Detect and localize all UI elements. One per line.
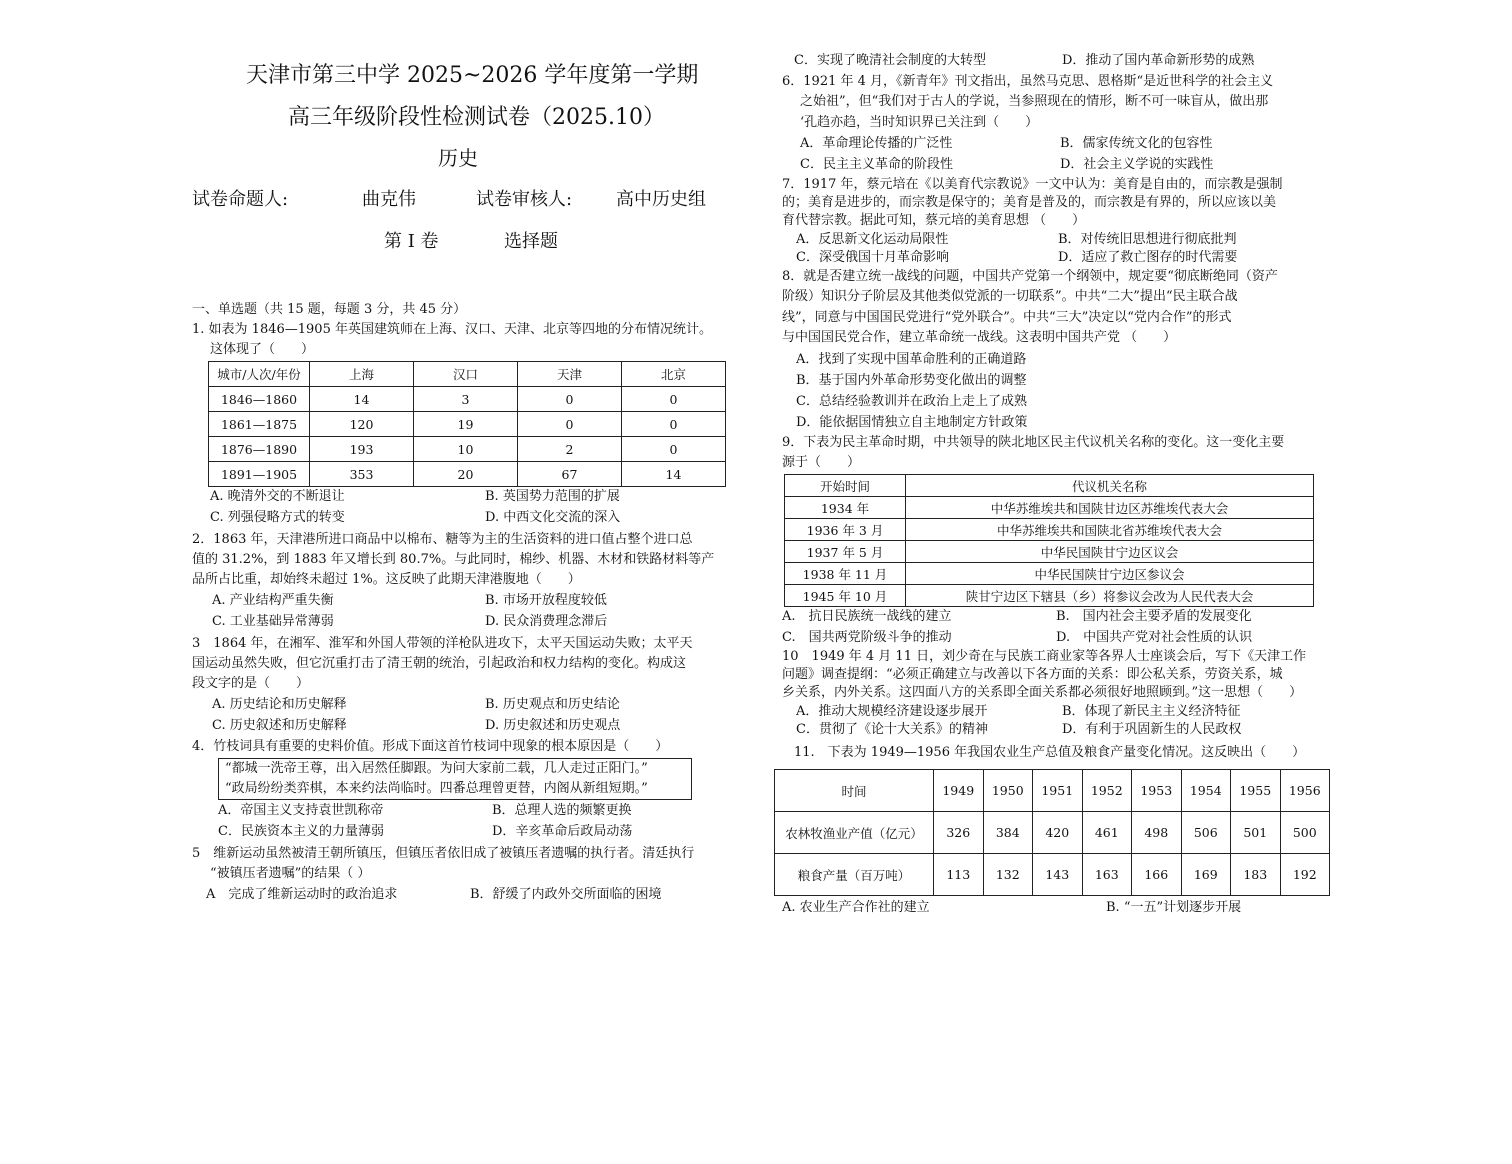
q11-header-cell: 1955 bbox=[1231, 770, 1281, 812]
q5-line: “被镇压者遗嘱”的结果（ ） bbox=[210, 866, 371, 881]
part-label: 第 I 卷 bbox=[384, 231, 439, 252]
q9-cell: 中华苏维埃共和国陕甘边区苏维埃代表大会 bbox=[906, 497, 1314, 519]
q3-option-d: D. 历史叙述和历史观点 bbox=[485, 718, 621, 733]
q9-option-a: A. 抗日民族统一战线的建立 bbox=[782, 609, 952, 624]
q2-line: 值的 31.2%，到 1883 年又增长到 80.7%。与此同时，棉纱、机器、木材和铁路材料等产 bbox=[192, 552, 715, 567]
q1-cell: 67 bbox=[518, 462, 622, 487]
q11-cell: 501 bbox=[1231, 812, 1281, 854]
q5-line: 5 维新运动虽然被清王朝所镇压，但镇压者依旧成了被镇压者遗嘱的执行者。清廷执行 bbox=[192, 846, 695, 861]
q9-cell: 中华民国陕甘宁边区参议会 bbox=[906, 563, 1314, 585]
q11-cell: 498 bbox=[1132, 812, 1182, 854]
q1-cell: 1846—1860 bbox=[209, 387, 310, 412]
q4-poem-box bbox=[218, 758, 692, 800]
q1-option-c: C. 列强侵略方式的转变 bbox=[210, 510, 345, 525]
q11-header-cell: 时间 bbox=[775, 770, 934, 812]
q1-line: 1. 如表为 1846—1905 年英国建筑师在上海、汉口、天津、北京等四地的分布情况统计。 bbox=[192, 322, 712, 337]
q1-header-cell: 上海 bbox=[310, 362, 414, 387]
q9-cell: 1937 年 5 月 bbox=[785, 541, 906, 563]
q7-option-d: D．适应了救亡图存的时代需要 bbox=[1058, 250, 1238, 265]
q6-line: ‘孔趋亦趋，当时知识界已关注到（ ） bbox=[800, 115, 1039, 130]
q3-line: 国运动虽然失败，但它沉重打击了清王朝的统治，引起政治和权力结构的变化。构成这 bbox=[192, 656, 687, 671]
q10-line: 10 1949 年 4 月 11 日，刘少奇在与民族工商业家等各界人士座谈会后，写下《天津工作 bbox=[782, 649, 1307, 664]
q8-line: 阶级）知识分子阶层及其他类似党派的一切联系”。中共“二大”提出“民主联合战 bbox=[782, 289, 1238, 304]
q2-line: 品所占比重，却始终未超过 1%。这反映了此期天津港腹地（ ） bbox=[192, 572, 581, 587]
q1-cell: 0 bbox=[622, 387, 726, 412]
q11-option-a: A. 农业生产合作社的建立 bbox=[782, 900, 930, 915]
q11-cell: 163 bbox=[1082, 854, 1132, 896]
q8-option-d: D．能依据国情独立自主地制定方针政策 bbox=[796, 415, 1028, 430]
q11-cell: 169 bbox=[1181, 854, 1231, 896]
q4-option-c: C．民族资本主义的力量薄弱 bbox=[218, 824, 384, 839]
q9-cell: 1945 年 10 月 bbox=[785, 585, 906, 607]
q7-option-b: B．对传统旧思想进行彻底批判 bbox=[1058, 232, 1237, 247]
part-name: 选择题 bbox=[504, 231, 558, 252]
q8-option-b: B．基于国内外革命形势变化做出的调整 bbox=[796, 373, 1027, 388]
q1-header-cell: 汉口 bbox=[414, 362, 518, 387]
q1-header-cell: 城市/人次/年份 bbox=[209, 362, 310, 387]
q1-header-cell: 北京 bbox=[622, 362, 726, 387]
q10-option-b: B．体现了新民主主义经济特征 bbox=[1062, 704, 1241, 719]
q2-option-c: C. 工业基础异常薄弱 bbox=[212, 614, 334, 629]
q9-cell: 中华苏维埃共和国陕北省苏维埃代表大会 bbox=[906, 519, 1314, 541]
q11-cell: 500 bbox=[1280, 812, 1330, 854]
q11-cell: 113 bbox=[934, 854, 984, 896]
q5-option-d: D．推动了国内革命新形势的成熟 bbox=[1062, 53, 1255, 68]
q11-header-cell: 1950 bbox=[983, 770, 1033, 812]
q11-row-label: 粮食产量（百万吨） bbox=[775, 854, 934, 896]
q9-header-cell: 开始时间 bbox=[785, 475, 906, 497]
q9-cell: 陕甘宁边区下辖县（乡）将参议会改为人民代表大会 bbox=[906, 585, 1314, 607]
q3-line: 3 1864 年，在湘军、淮军和外国人带领的洋枪队进攻下，太平天国运动失败；太平天 bbox=[192, 636, 693, 651]
q9-cell: 中华民国陕甘宁边区议会 bbox=[906, 541, 1314, 563]
q1-cell: 14 bbox=[622, 462, 726, 487]
q9-option-d: D. 中国共产党对社会性质的认识 bbox=[1056, 630, 1253, 645]
q1-line: 这体现了（ ） bbox=[210, 342, 315, 357]
q10-option-d: D．有利于巩固新生的人民政权 bbox=[1062, 722, 1242, 737]
q8-option-a: A．找到了实现中国革命胜利的正确道路 bbox=[796, 352, 1027, 367]
q2-line: 2．1863 年，天津港所进口商品中以棉布、糖等为主的生活资料的进口值占整个进口总 bbox=[192, 532, 693, 547]
q7-line: 的；美育是进步的，而宗教是保守的；美育是普及的，而宗教是有界的，所以应该以美 bbox=[782, 195, 1277, 210]
q9-cell: 1934 年 bbox=[785, 497, 906, 519]
q5-option-c: C．实现了晚清社会制度的大转型 bbox=[794, 53, 986, 68]
q9-cell: 1938 年 11 月 bbox=[785, 563, 906, 585]
q1-cell: 120 bbox=[310, 412, 414, 437]
q11-cell: 506 bbox=[1181, 812, 1231, 854]
q7-option-a: A．反思新文化运动局限性 bbox=[796, 232, 949, 247]
q1-cell: 1861—1875 bbox=[209, 412, 310, 437]
exam-title-line1: 天津市第三中学 2025~2026 学年度第一学期 bbox=[246, 63, 699, 88]
q11-row-label: 农林牧渔业产值（亿元） bbox=[775, 812, 934, 854]
q1-option-d: D. 中西文化交流的深入 bbox=[485, 510, 621, 525]
q11-cell: 192 bbox=[1280, 854, 1330, 896]
q9-line: 9．下表为民主革命时期，中共领导的陕北地区民主代议机关名称的变化。这一变化主要 bbox=[782, 435, 1285, 450]
q6-option-c: C．民主主义革命的阶段性 bbox=[800, 157, 953, 172]
q11-option-b: B. “一五”计划逐步开展 bbox=[1106, 900, 1242, 915]
q1-cell: 20 bbox=[414, 462, 518, 487]
q6-line: 之始祖”，但“我们对于古人的学说，当参照现在的情形，断不可一味盲从，做出那 bbox=[800, 94, 1269, 109]
author-name: 曲克伟 bbox=[362, 189, 416, 210]
q1-cell: 1876—1890 bbox=[209, 437, 310, 462]
q9-option-b: B. 国内社会主要矛盾的发展变化 bbox=[1056, 609, 1252, 624]
q1-cell: 2 bbox=[518, 437, 622, 462]
q2-option-b: B. 市场开放程度较低 bbox=[485, 593, 607, 608]
q10-option-c: C．贯彻了《论十大关系》的精神 bbox=[796, 722, 988, 737]
reviewer-label: 试卷审核人: bbox=[476, 189, 573, 210]
q3-option-a: A. 历史结论和历史解释 bbox=[212, 697, 347, 712]
q1-cell: 193 bbox=[310, 437, 414, 462]
q11-cell: 143 bbox=[1033, 854, 1083, 896]
q10-option-a: A．推动大规模经济建设逐步展开 bbox=[796, 704, 988, 719]
q11-cell: 132 bbox=[983, 854, 1033, 896]
q8-line: 8．就是否建立统一战线的问题，中国共产党第一个纲领中，规定要“彻底断绝同（资产 bbox=[782, 269, 1278, 284]
section-heading: 一、单选题（共 15 题，每题 3 分，共 45 分） bbox=[192, 302, 467, 317]
q1-cell: 19 bbox=[414, 412, 518, 437]
q9-cell: 1936 年 3 月 bbox=[785, 519, 906, 541]
q10-line: 乡关系，内外关系。这四面八方的关系即全面关系都必须很好地照顾到。”这一思想（ ） bbox=[782, 685, 1303, 700]
q6-option-d: D．社会主义学说的实践性 bbox=[1060, 157, 1214, 172]
q3-option-b: B. 历史观点和历史结论 bbox=[485, 697, 620, 712]
q6-line: 6．1921 年 4 月，《新青年》刊文指出，虽然马克思、恩格斯“是近世科学的社会主义 bbox=[782, 74, 1274, 89]
q11-header-cell: 1952 bbox=[1082, 770, 1132, 812]
exam-title-line2: 高三年级阶段性检测试卷（2025.10） bbox=[288, 105, 665, 130]
q7-line: 育代替宗教。据此可知，蔡元培的美育思想 （ ） bbox=[782, 213, 1086, 228]
q3-option-c: C. 历史叙述和历史解释 bbox=[212, 718, 347, 733]
q11-header-cell: 1956 bbox=[1280, 770, 1330, 812]
q9-table bbox=[784, 474, 1314, 607]
q1-option-a: A. 晚清外交的不断退让 bbox=[210, 489, 345, 504]
q4-poem-line: “政局纷纷类弈棋，本来约法尚临时。四番总理曾更替，内阁从新组短期。” bbox=[225, 781, 648, 796]
q8-line: 与中国国民党合作，建立革命统一战线。这表明中国共产党 （ ） bbox=[782, 330, 1177, 345]
q1-cell: 0 bbox=[518, 412, 622, 437]
q1-cell: 3 bbox=[414, 387, 518, 412]
q9-header-cell: 代议机关名称 bbox=[906, 475, 1314, 497]
reviewer-name: 高中历史组 bbox=[616, 189, 706, 210]
q11-cell: 166 bbox=[1132, 854, 1182, 896]
q11-cell: 183 bbox=[1231, 854, 1281, 896]
author-label: 试卷命题人: bbox=[192, 189, 289, 210]
q11-cell: 384 bbox=[983, 812, 1033, 854]
q10-line: 问题》调查提纲：“必须正确建立与改善以下各方面的关系：即公私关系，劳资关系，城 bbox=[782, 667, 1283, 682]
q4-poem-line: “都城一洗帝王尊，出入居然任脚跟。为问大家前二载，几人走过正阳门。” bbox=[225, 761, 648, 776]
q11-header-cell: 1949 bbox=[934, 770, 984, 812]
q1-cell: 14 bbox=[310, 387, 414, 412]
q6-option-b: B．儒家传统文化的包容性 bbox=[1060, 136, 1213, 151]
q8-option-c: C．总结经验教训并在政治上走上了成熟 bbox=[796, 394, 1027, 409]
q11-header-cell: 1953 bbox=[1132, 770, 1182, 812]
q4-option-a: A．帝国主义支持袁世凯称帝 bbox=[218, 803, 384, 818]
q2-option-d: D. 民众消费理念滞后 bbox=[485, 614, 608, 629]
subject-title: 历史 bbox=[438, 146, 478, 170]
q1-cell: 0 bbox=[622, 412, 726, 437]
q7-line: 7．1917 年，蔡元培在《以美育代宗教说》一文中认为：美育是自由的，而宗教是强制 bbox=[782, 177, 1283, 192]
q11-cell: 420 bbox=[1033, 812, 1083, 854]
q1-cell: 1891—1905 bbox=[209, 462, 310, 487]
q4-option-d: D．辛亥革命后政局动荡 bbox=[492, 824, 633, 839]
q9-line: 源于（ ） bbox=[782, 455, 861, 470]
q1-option-b: B. 英国势力范围的扩展 bbox=[485, 489, 620, 504]
q6-option-a: A．革命理论传播的广泛性 bbox=[800, 136, 953, 151]
q2-option-a: A. 产业结构严重失衡 bbox=[212, 593, 334, 608]
q11-table bbox=[774, 769, 1330, 896]
q3-line: 段文字的是（ ） bbox=[192, 676, 310, 691]
q1-cell: 0 bbox=[518, 387, 622, 412]
q11-header-cell: 1954 bbox=[1181, 770, 1231, 812]
q1-header-cell: 天津 bbox=[518, 362, 622, 387]
q1-cell: 0 bbox=[622, 437, 726, 462]
q1-cell: 10 bbox=[414, 437, 518, 462]
q1-cell: 353 bbox=[310, 462, 414, 487]
q7-option-c: C．深受俄国十月革命影响 bbox=[796, 250, 949, 265]
q11-line: 11. 下表为 1949—1956 年我国农业生产总值及粮食产量变化情况。这反映出（ ） bbox=[794, 745, 1306, 760]
q11-header-cell: 1951 bbox=[1033, 770, 1083, 812]
q8-line: 线”，同意与中国国民党进行“党外联合”。中共“三大”决定以“党内合作”的形式 bbox=[782, 310, 1232, 325]
q5-option-a: A 完成了维新运动时的政治追求 bbox=[206, 887, 398, 902]
q4-line: 4．竹枝词具有重要的史料价值。形成下面这首竹枝词中现象的根本原因是（ ） bbox=[192, 739, 669, 754]
q5-option-b: B．舒缓了内政外交所面临的困境 bbox=[470, 887, 662, 902]
q1-table bbox=[208, 361, 726, 487]
q9-option-c: C. 国共两党阶级斗争的推动 bbox=[782, 630, 952, 645]
q11-cell: 461 bbox=[1082, 812, 1132, 854]
q4-option-b: B．总理人选的频繁更换 bbox=[492, 803, 632, 818]
q11-cell: 326 bbox=[934, 812, 984, 854]
